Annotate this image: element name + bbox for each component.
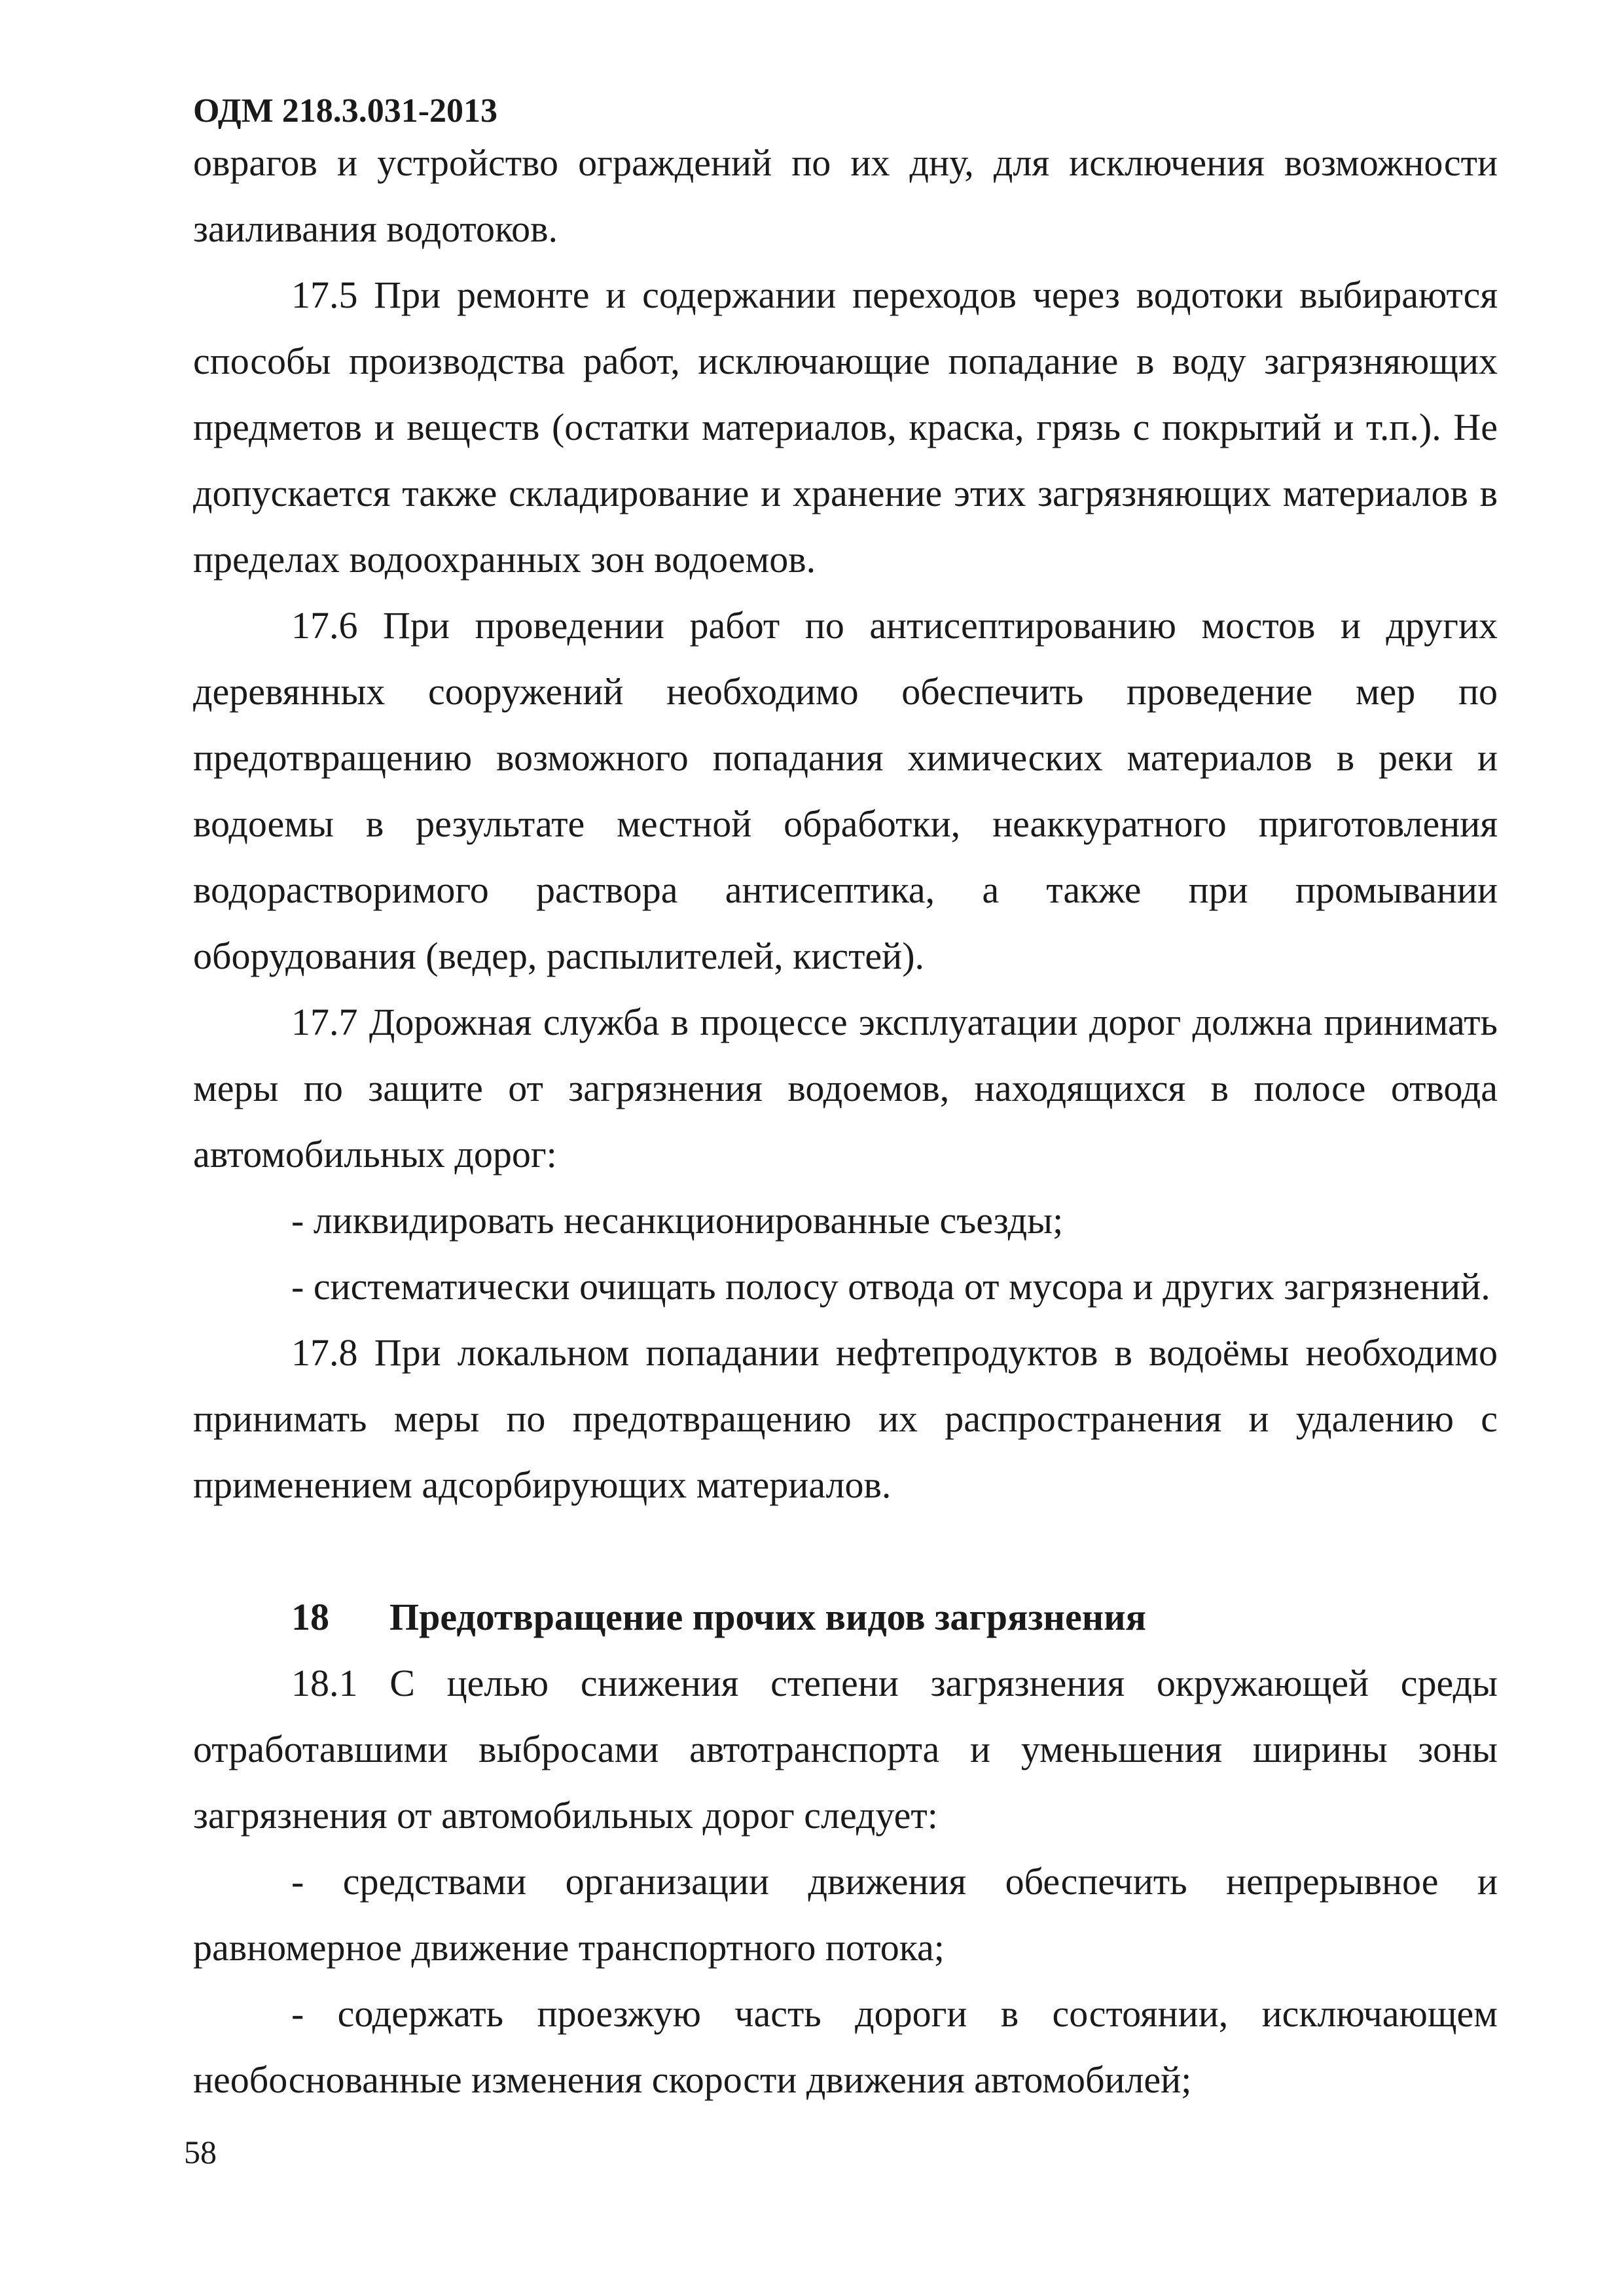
section-number: 18 [291,1596,329,1638]
paragraph-17-5: 17.5 При ремонте и содержании переходов через водотоки выбираются способы производства работ, исключающие попадание в воду загрязняющих предметов и веществ (остатки материалов, краска, грязь с покрытий и т.п.). Не допускается также складирование и хранение этих загрязняющих материалов в пределах водоохранных зон водоемов. [193,274,1498,581]
list-item: - содержать проезжую часть дороги в состоянии, исключающем необоснованные изменения скорости движения автомобилей; [193,1992,1498,2101]
paragraph-18-1: 18.1 С целью снижения степени загрязнения окружающей среды отработавшими выбросами автотранспорта и уменьшения ширины зоны загрязнения от автомобильных дорог следует: [193,1662,1498,1837]
page-number: 58 [184,2134,217,2170]
document-code-header: ОДМ 218.3.031-2013 [193,92,498,130]
paragraph-17-6: 17.6 При проведении работ по антисептированию мостов и других деревянных сооружений необходимо обеспечить проведение мер по предотвращению возможного попадания химических материалов в реки и водоемы в результате местной обработки, неаккуратного приготовления водорастворимого раствора антисептика, а также при промывании оборудования (ведер, распылителей, кистей). [193,604,1498,977]
list-item: - ликвидировать несанкционированные съезды; [291,1199,1064,1242]
section-heading-18 [193,1584,1498,1650]
list-item: - систематически очищать полосу отвода от мусора и других загрязнений. [291,1265,1490,1308]
section-title: Предотвращение прочих видов загрязнения [389,1596,1147,1638]
list-item: - средствами организации движения обеспечить непрерывное и равномерное движение транспортного потока; [193,1860,1498,1969]
paragraph-17-8: 17.8 При локальном попадании нефтепродуктов в водоёмы необходимо принимать меры по предотвращению их распространения и удалению с применением адсорбирующих материалов. [193,1331,1498,1506]
paragraph-continuation: оврагов и устройство ограждений по их дну, для исключения возможности заиливания водотоков. [193,141,1498,250]
paragraph-17-7: 17.7 Дорожная служба в процессе эксплуатации дорог должна принимать меры по защите от загрязнения водоемов, находящихся в полосе отвода автомобильных дорог: [193,1001,1498,1175]
document-body [193,130,1498,2113]
